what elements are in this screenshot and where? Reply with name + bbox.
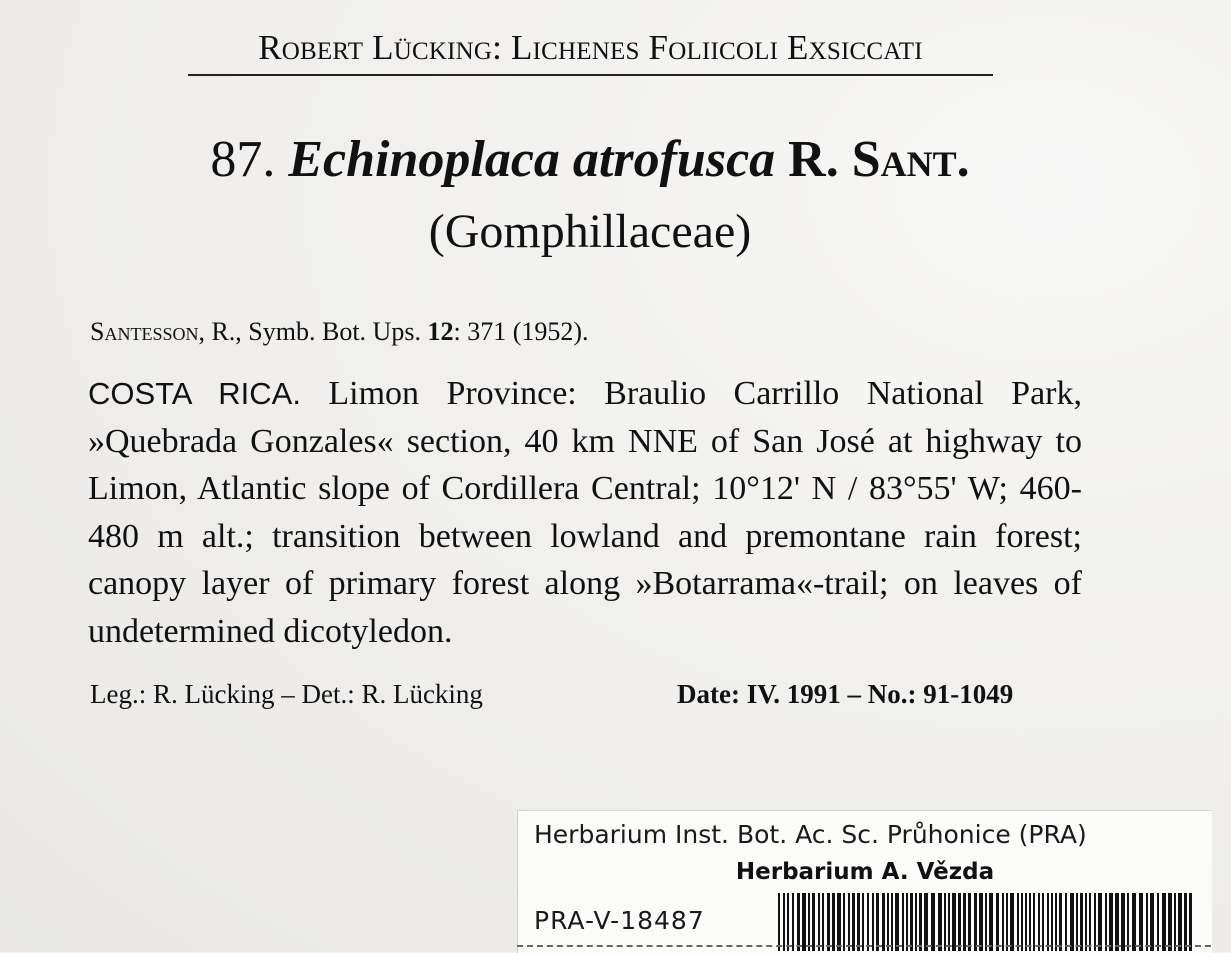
barcode-bar xyxy=(915,893,917,951)
barcode-bar xyxy=(1189,893,1192,951)
barcode-bar xyxy=(872,893,874,951)
barcode-bar xyxy=(1033,893,1035,951)
literature-reference xyxy=(90,312,990,352)
barcode-bar xyxy=(812,893,815,951)
barcode-bar xyxy=(1109,893,1113,951)
barcode-bar xyxy=(1025,893,1027,951)
specimen-id: PRA-V-18487 xyxy=(534,906,705,935)
barcode-bar xyxy=(944,893,946,951)
barcode-bar xyxy=(822,893,824,951)
barcode-bar xyxy=(876,893,879,951)
barcode-bar xyxy=(862,893,864,951)
taxon-title xyxy=(0,128,1180,192)
locality-description xyxy=(88,370,1082,655)
barcode-bar xyxy=(1174,893,1176,951)
barcode-bar xyxy=(958,893,961,951)
barcode-bar xyxy=(1105,893,1107,951)
barcode-bar xyxy=(906,893,908,951)
barcode-bar xyxy=(1085,893,1087,951)
barcode-bar xyxy=(1089,893,1091,951)
barcode-bar xyxy=(1094,893,1096,951)
barcode-bar xyxy=(808,893,810,951)
barcode-bar xyxy=(1002,893,1004,951)
taxon-name: Echinoplaca atrofusca xyxy=(288,131,776,188)
barcode-bar xyxy=(1070,893,1074,951)
barcode-bar xyxy=(996,893,999,951)
reference-author: Santesson xyxy=(90,317,199,346)
barcode-bar xyxy=(1168,893,1172,951)
barcode-bar xyxy=(1115,893,1119,951)
barcode-bar xyxy=(1051,893,1053,951)
barcode-bar xyxy=(802,893,806,951)
barcode-bar xyxy=(1042,893,1044,951)
barcode-bar xyxy=(843,893,845,951)
barcode-bar xyxy=(1080,893,1083,951)
family-name: (Gomphillaceae) xyxy=(428,205,752,258)
barcode-bar xyxy=(989,893,993,951)
barcode-bar xyxy=(827,893,830,951)
barcode-bar xyxy=(985,893,987,951)
barcode-bar xyxy=(1055,893,1057,951)
herbarium-stamp xyxy=(517,810,1212,953)
barcode-bar xyxy=(1038,893,1040,951)
barcode-bar xyxy=(783,893,785,951)
barcode-bar xyxy=(778,893,780,951)
label-edge xyxy=(517,945,1211,947)
barcode-bar xyxy=(902,893,904,951)
barcode-bar xyxy=(797,893,800,951)
barcode-bar xyxy=(1059,893,1062,951)
barcode-bar xyxy=(948,893,950,951)
date-number-line: Date: IV. 1991 – No.: 91-1049 xyxy=(677,679,1014,709)
barcode-bar xyxy=(1017,893,1019,951)
barcode-bar xyxy=(1006,893,1008,951)
barcode-bar xyxy=(952,893,956,951)
barcode-bar xyxy=(891,893,893,951)
barcode-bar xyxy=(1139,893,1143,951)
barcode-bar xyxy=(1098,893,1102,951)
barcode-bar xyxy=(910,893,913,951)
barcode-bar xyxy=(1076,893,1078,951)
reference-source: , R., Symb. Bot. Ups. xyxy=(198,317,428,346)
barcode-bar xyxy=(1121,893,1125,951)
barcode-bar xyxy=(787,893,789,951)
barcode-bar xyxy=(832,893,835,951)
barcode-bar xyxy=(919,893,922,951)
barcode-bar xyxy=(852,893,855,951)
locality-text: Limon Province: Braulio Carrillo National Park, »Quebrada Gonzales« section, 40 km NNE of San José at highway to Limon, Atlantic slope of Cordillera Central; 10°12' N / 83°55' W; 460-480 m alt.; transition between lowland and premontane rain forest; canopy layer of primary forest along »Botarrama«-trail; on leaves of undetermined dicotyledon. xyxy=(88,375,1082,650)
barcode-bar xyxy=(1127,893,1129,951)
collector-line: Leg.: R. Lücking – Det.: R. Lücking xyxy=(90,679,483,709)
barcode-bar xyxy=(1157,893,1159,951)
barcode-bar xyxy=(924,893,928,951)
barcode-bar xyxy=(895,893,899,951)
barcode-bar xyxy=(968,893,971,951)
barcode-bar xyxy=(1047,893,1049,951)
barcode-bar xyxy=(1178,893,1182,951)
barcode-bar xyxy=(1150,893,1154,951)
barcode xyxy=(778,893,1198,951)
barcode-bar xyxy=(1132,893,1136,951)
barcode-bar xyxy=(963,893,966,951)
taxon-author: R. Sant. xyxy=(788,131,970,188)
series-header: Robert Lücking: Lichenes Foliicoli Exsiccati xyxy=(188,26,993,76)
locality-country: COSTA RICA. xyxy=(88,376,301,411)
barcode-bar xyxy=(848,893,850,951)
barcode-bar xyxy=(818,893,820,951)
herbarium-institution: Herbarium Inst. Bot. Ac. Sc. Průhonice (PRA) xyxy=(534,820,1087,849)
barcode-bar xyxy=(857,893,860,951)
reference-pages: : 371 (1952). xyxy=(453,317,589,346)
barcode-bar xyxy=(792,893,794,951)
barcode-bar xyxy=(1184,893,1187,951)
reference-volume: 12 xyxy=(427,317,454,346)
barcode-bar xyxy=(1021,893,1023,951)
barcode-bar xyxy=(974,893,977,951)
barcode-bar xyxy=(837,893,841,951)
exsiccate-number: 87. xyxy=(210,131,276,188)
barcode-bar xyxy=(1162,893,1166,951)
barcode-bar xyxy=(979,893,983,951)
barcode-bar xyxy=(1065,893,1067,951)
barcode-bar xyxy=(867,893,869,951)
barcode-bar xyxy=(938,893,942,951)
herbarium-collection: Herbarium A. Vězda xyxy=(735,859,995,885)
barcode-bar xyxy=(1010,893,1014,951)
barcode-bar xyxy=(1146,893,1148,951)
barcode-bar xyxy=(1029,893,1031,951)
barcode-bar xyxy=(887,893,889,951)
barcode-bar xyxy=(882,893,885,951)
barcode-bar xyxy=(931,893,935,951)
